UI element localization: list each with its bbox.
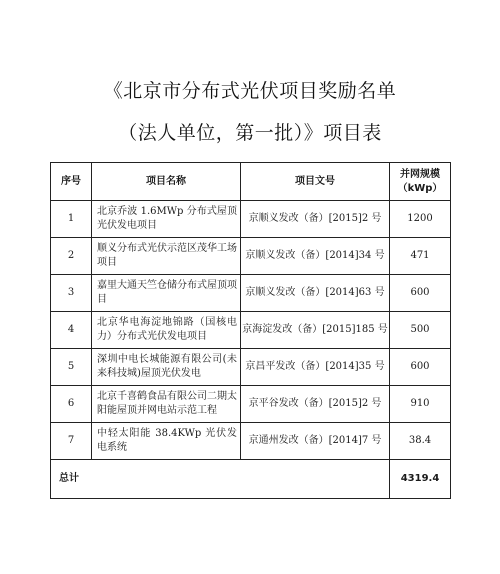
- table-row: [51, 386, 451, 423]
- project-table: [50, 162, 451, 499]
- table-row: [51, 238, 451, 275]
- cell-doc: 京顺义发改（备）[2015]2 号: [241, 201, 390, 238]
- cell-no: 6: [51, 386, 92, 423]
- cell-no: 3: [51, 275, 92, 312]
- cell-no: 1: [51, 201, 92, 238]
- cell-name: 深圳中电长城能源有限公司(未来科技城)屋顶光伏发电: [92, 349, 241, 386]
- cell-capacity: 1200: [390, 201, 451, 238]
- table-total-row: [51, 460, 451, 499]
- cell-name: 顺义分布式光伏示范区茂华工场项目: [92, 238, 241, 275]
- cell-no: 4: [51, 312, 92, 349]
- header-no: 序号: [51, 163, 92, 201]
- document-title-line-2: （法人单位，第一批）》项目表: [118, 122, 382, 144]
- cell-doc: 京顺义发改（备）[2014]34 号: [241, 238, 390, 275]
- cell-doc: 京海淀发改（备）[2015]185 号: [241, 312, 390, 349]
- cell-capacity: 38.4: [390, 423, 451, 460]
- table-row: [51, 312, 451, 349]
- table-row: [51, 201, 451, 238]
- total-capacity: 4319.4: [390, 460, 451, 499]
- header-capacity-line-1: 并网规模: [400, 168, 440, 180]
- table-row: [51, 349, 451, 386]
- cell-name: 中轻太阳能 38.4KWp 光伏发电系统: [92, 423, 241, 460]
- cell-capacity: 600: [390, 275, 451, 312]
- document-title-line-1: 《北京市分布式光伏项目奖励名单: [103, 80, 397, 102]
- table-row: [51, 275, 451, 312]
- cell-no: 7: [51, 423, 92, 460]
- table-header-row: [51, 163, 451, 201]
- cell-name: 北京千喜鹤食品有限公司二期太阳能屋顶并网电站示范工程: [92, 386, 241, 423]
- cell-name: 北京乔波 1.6MWp 分布式屋顶光伏发电项目: [92, 201, 241, 238]
- cell-name: 嘉里大通天竺仓储分布式屋顶项目: [92, 275, 241, 312]
- header-capacity-line-2: （kWp）: [397, 182, 443, 194]
- cell-no: 5: [51, 349, 92, 386]
- cell-doc: 京通州发改（备）[2014]7 号: [241, 423, 390, 460]
- cell-capacity: 910: [390, 386, 451, 423]
- total-label: 总计: [51, 460, 390, 499]
- cell-name: 北京华电海淀地锦路（国核电力）分布式光伏发电项目: [92, 312, 241, 349]
- cell-capacity: 500: [390, 312, 451, 349]
- table-row: [51, 423, 451, 460]
- cell-no: 2: [51, 238, 92, 275]
- cell-capacity: 600: [390, 349, 451, 386]
- header-capacity: [390, 163, 451, 201]
- cell-doc: 京昌平发改（备）[2014]35 号: [241, 349, 390, 386]
- cell-doc: 京平谷发改（备）[2015]2 号: [241, 386, 390, 423]
- cell-doc: 京顺义发改（备）[2014]63 号: [241, 275, 390, 312]
- header-doc: 项目文号: [241, 163, 390, 201]
- cell-capacity: 471: [390, 238, 451, 275]
- header-name: 项目名称: [92, 163, 241, 201]
